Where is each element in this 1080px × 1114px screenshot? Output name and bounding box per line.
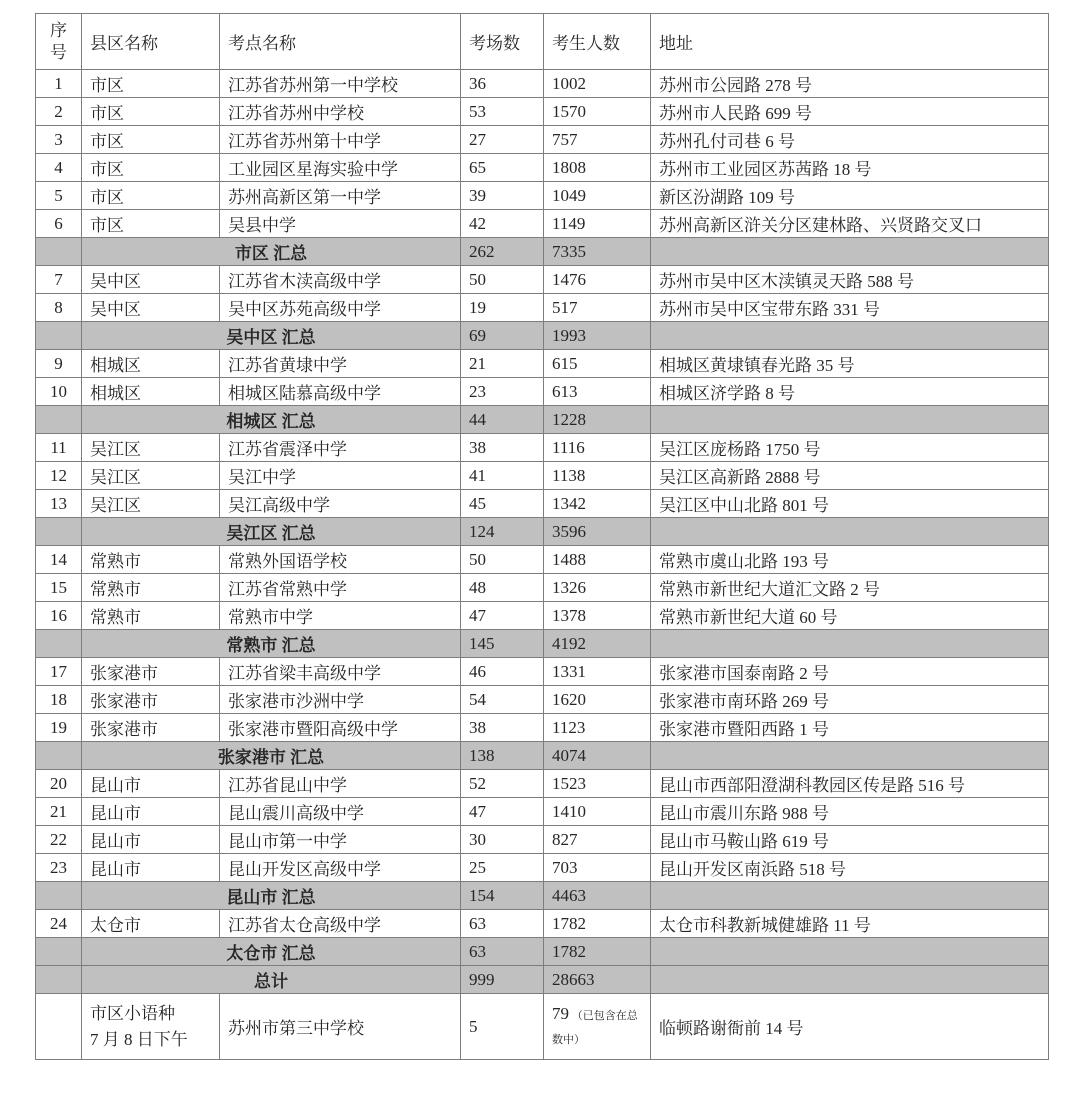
summary-label: 昆山市 汇总 — [82, 882, 461, 910]
cell-district: 吴江区 — [82, 462, 220, 490]
cell-no: 2 — [36, 98, 82, 126]
cell-address: 张家港市南环路 269 号 — [651, 686, 1049, 714]
summary-row — [36, 630, 1049, 658]
cell-district: 吴中区 — [82, 294, 220, 322]
cell-district: 常熟市 — [82, 574, 220, 602]
exam-sites-table-wrap — [35, 13, 1049, 1060]
cell-address — [651, 238, 1049, 266]
cell-address: 昆山开发区南浜路 518 号 — [651, 854, 1049, 882]
cell-address: 苏州市工业园区苏茜路 18 号 — [651, 154, 1049, 182]
cell-candidates: 1476 — [544, 266, 651, 294]
cell-no: 19 — [36, 714, 82, 742]
cell-address: 吴江区高新路 2888 号 — [651, 462, 1049, 490]
cell-candidates: 1620 — [544, 686, 651, 714]
header-candidates: 考生人数 — [544, 14, 651, 70]
cell-rooms: 52 — [461, 770, 544, 798]
summary-label: 常熟市 汇总 — [82, 630, 461, 658]
cell-no: 15 — [36, 574, 82, 602]
cell-site: 吴县中学 — [220, 210, 461, 238]
district-line: 7 月 8 日下午 — [90, 1029, 188, 1049]
header-no-line1: 序 — [50, 20, 67, 40]
cell-no: 8 — [36, 294, 82, 322]
cell-rooms: 145 — [461, 630, 544, 658]
table-row — [36, 182, 1049, 210]
cell-rooms: 63 — [461, 938, 544, 966]
header-site: 考点名称 — [220, 14, 461, 70]
cell-address: 吴江区庞杨路 1750 号 — [651, 434, 1049, 462]
cell-rooms: 262 — [461, 238, 544, 266]
cell-site: 昆山市第一中学 — [220, 826, 461, 854]
cell-no: 23 — [36, 854, 82, 882]
cell-rooms: 63 — [461, 910, 544, 938]
cell-rooms: 50 — [461, 546, 544, 574]
cell-district: 吴江区 — [82, 490, 220, 518]
cell-address — [651, 938, 1049, 966]
cell-address — [651, 882, 1049, 910]
cell-site: 江苏省苏州第十中学 — [220, 126, 461, 154]
cell-address: 苏州市人民路 699 号 — [651, 98, 1049, 126]
header-rooms: 考场数 — [461, 14, 544, 70]
cell-no: 1 — [36, 70, 82, 98]
cell-rooms: 36 — [461, 70, 544, 98]
total-label: 总计 — [82, 966, 461, 994]
cell-rooms: 23 — [461, 378, 544, 406]
cell-no — [36, 518, 82, 546]
candidates-main: 79 — [552, 1003, 569, 1023]
summary-row — [36, 938, 1049, 966]
table-row — [36, 910, 1049, 938]
table-row — [36, 154, 1049, 182]
cell-rooms: 25 — [461, 854, 544, 882]
cell-no: 3 — [36, 126, 82, 154]
cell-no: 24 — [36, 910, 82, 938]
cell-site: 张家港市暨阳高级中学 — [220, 714, 461, 742]
cell-address — [651, 322, 1049, 350]
table-row — [36, 826, 1049, 854]
cell-candidates: 1488 — [544, 546, 651, 574]
cell-district: 常熟市 — [82, 602, 220, 630]
cell-no: 5 — [36, 182, 82, 210]
table-row — [36, 210, 1049, 238]
cell-candidates: 7335 — [544, 238, 651, 266]
cell-candidates: 613 — [544, 378, 651, 406]
table-row — [36, 714, 1049, 742]
table-row — [36, 294, 1049, 322]
cell-address: 常熟市虞山北路 193 号 — [651, 546, 1049, 574]
cell-district: 相城区 — [82, 350, 220, 378]
cell-address: 苏州市公园路 278 号 — [651, 70, 1049, 98]
cell-rooms: 50 — [461, 266, 544, 294]
table-row — [36, 378, 1049, 406]
table-body — [36, 70, 1049, 1060]
cell-district: 市区 — [82, 182, 220, 210]
summary-row — [36, 742, 1049, 770]
cell-no — [36, 882, 82, 910]
cell-district: 昆山市 — [82, 770, 220, 798]
cell-candidates: 1149 — [544, 210, 651, 238]
cell-rooms: 44 — [461, 406, 544, 434]
cell-no — [36, 994, 82, 1060]
cell-no: 18 — [36, 686, 82, 714]
cell-site: 江苏省太仓高级中学 — [220, 910, 461, 938]
table-row — [36, 126, 1049, 154]
table-row — [36, 798, 1049, 826]
cell-site: 相城区陆慕高级中学 — [220, 378, 461, 406]
summary-label: 相城区 汇总 — [82, 406, 461, 434]
cell-no — [36, 966, 82, 994]
cell-address: 张家港市国泰南路 2 号 — [651, 658, 1049, 686]
cell-rooms: 42 — [461, 210, 544, 238]
cell-site: 江苏省梁丰高级中学 — [220, 658, 461, 686]
cell-candidates: 28663 — [544, 966, 651, 994]
summary-row — [36, 882, 1049, 910]
cell-site: 张家港市沙洲中学 — [220, 686, 461, 714]
cell-site: 吴江中学 — [220, 462, 461, 490]
cell-rooms: 154 — [461, 882, 544, 910]
table-row — [36, 658, 1049, 686]
cell-address: 昆山市马鞍山路 619 号 — [651, 826, 1049, 854]
cell-district: 昆山市 — [82, 798, 220, 826]
cell-site: 常熟市中学 — [220, 602, 461, 630]
cell-rooms: 65 — [461, 154, 544, 182]
summary-label: 吴中区 汇总 — [82, 322, 461, 350]
cell-rooms: 46 — [461, 658, 544, 686]
table-row — [36, 770, 1049, 798]
cell-site: 昆山开发区高级中学 — [220, 854, 461, 882]
cell-district: 张家港市 — [82, 714, 220, 742]
cell-candidates: 703 — [544, 854, 651, 882]
header-no — [36, 14, 82, 70]
cell-site: 吴江高级中学 — [220, 490, 461, 518]
cell-rooms: 39 — [461, 182, 544, 210]
cell-site: 苏州市第三中学校 — [220, 994, 461, 1060]
cell-candidates: 1782 — [544, 910, 651, 938]
cell-rooms: 53 — [461, 98, 544, 126]
cell-no: 16 — [36, 602, 82, 630]
table-row — [36, 854, 1049, 882]
cell-address — [651, 966, 1049, 994]
cell-rooms: 41 — [461, 462, 544, 490]
cell-candidates: 1326 — [544, 574, 651, 602]
cell-district: 张家港市 — [82, 658, 220, 686]
cell-district: 市区 — [82, 154, 220, 182]
cell-district: 相城区 — [82, 378, 220, 406]
cell-candidates: 4074 — [544, 742, 651, 770]
cell-address: 吴江区中山北路 801 号 — [651, 490, 1049, 518]
cell-candidates: 1410 — [544, 798, 651, 826]
table-row — [36, 350, 1049, 378]
cell-no: 9 — [36, 350, 82, 378]
cell-district: 昆山市 — [82, 854, 220, 882]
cell-address: 太仓市科教新城健雄路 11 号 — [651, 910, 1049, 938]
summary-row — [36, 406, 1049, 434]
cell-site: 江苏省昆山中学 — [220, 770, 461, 798]
cell-rooms: 5 — [461, 994, 544, 1060]
cell-candidates: 1123 — [544, 714, 651, 742]
cell-candidates: 1570 — [544, 98, 651, 126]
cell-candidates: 757 — [544, 126, 651, 154]
cell-site: 苏州高新区第一中学 — [220, 182, 461, 210]
table-row — [36, 462, 1049, 490]
cell-site: 江苏省苏州中学校 — [220, 98, 461, 126]
cell-candidates: 4463 — [544, 882, 651, 910]
cell-district: 张家港市 — [82, 686, 220, 714]
cell-address — [651, 742, 1049, 770]
cell-no — [36, 630, 82, 658]
table-row — [36, 266, 1049, 294]
cell-candidates: 1782 — [544, 938, 651, 966]
cell-district: 吴中区 — [82, 266, 220, 294]
header-row — [36, 14, 1049, 70]
cell-no: 11 — [36, 434, 82, 462]
summary-label: 市区 汇总 — [82, 238, 461, 266]
header-address: 地址 — [651, 14, 1049, 70]
cell-candidates: 1049 — [544, 182, 651, 210]
candidates-note: （已包含在总数中） — [552, 1009, 638, 1046]
cell-rooms: 38 — [461, 714, 544, 742]
summary-label: 太仓市 汇总 — [82, 938, 461, 966]
total-row — [36, 966, 1049, 994]
cell-no — [36, 238, 82, 266]
cell-district: 市区 — [82, 210, 220, 238]
cell-candidates: 1331 — [544, 658, 651, 686]
cell-candidates: 1138 — [544, 462, 651, 490]
cell-site: 常熟外国语学校 — [220, 546, 461, 574]
cell-no: 21 — [36, 798, 82, 826]
cell-rooms: 45 — [461, 490, 544, 518]
cell-district: 昆山市 — [82, 826, 220, 854]
cell-address: 临顿路谢衙前 14 号 — [651, 994, 1049, 1060]
cell-candidates: 615 — [544, 350, 651, 378]
exam-sites-table — [35, 13, 1049, 1060]
cell-address: 苏州高新区浒关分区建林路、兴贤路交叉口 — [651, 210, 1049, 238]
district-line: 市区小语种 — [90, 1003, 175, 1023]
cell-district: 太仓市 — [82, 910, 220, 938]
cell-candidates — [544, 994, 651, 1060]
cell-district: 市区 — [82, 70, 220, 98]
cell-no: 12 — [36, 462, 82, 490]
cell-district: 市区 — [82, 126, 220, 154]
cell-site: 江苏省常熟中学 — [220, 574, 461, 602]
header-no-line2: 号 — [50, 42, 67, 62]
cell-no: 10 — [36, 378, 82, 406]
cell-rooms: 38 — [461, 434, 544, 462]
cell-candidates: 1342 — [544, 490, 651, 518]
cell-address: 张家港市暨阳西路 1 号 — [651, 714, 1049, 742]
cell-address: 常熟市新世纪大道 60 号 — [651, 602, 1049, 630]
special-row — [36, 994, 1049, 1060]
table-row — [36, 490, 1049, 518]
cell-no: 7 — [36, 266, 82, 294]
cell-address — [651, 406, 1049, 434]
cell-no: 17 — [36, 658, 82, 686]
cell-rooms: 54 — [461, 686, 544, 714]
cell-no: 22 — [36, 826, 82, 854]
cell-address: 昆山市震川东路 988 号 — [651, 798, 1049, 826]
table-row — [36, 602, 1049, 630]
cell-site: 江苏省木渎高级中学 — [220, 266, 461, 294]
cell-district: 市区 — [82, 98, 220, 126]
table-row — [36, 434, 1049, 462]
table-row — [36, 574, 1049, 602]
cell-candidates: 827 — [544, 826, 651, 854]
cell-rooms: 69 — [461, 322, 544, 350]
header-district: 县区名称 — [82, 14, 220, 70]
cell-rooms: 48 — [461, 574, 544, 602]
cell-rooms: 27 — [461, 126, 544, 154]
cell-candidates: 1993 — [544, 322, 651, 350]
cell-address: 苏州孔付司巷 6 号 — [651, 126, 1049, 154]
cell-candidates: 3596 — [544, 518, 651, 546]
table-row — [36, 98, 1049, 126]
cell-candidates: 1378 — [544, 602, 651, 630]
cell-no — [36, 938, 82, 966]
cell-site: 江苏省震泽中学 — [220, 434, 461, 462]
cell-no — [36, 742, 82, 770]
cell-address: 常熟市新世纪大道汇文路 2 号 — [651, 574, 1049, 602]
cell-rooms: 47 — [461, 602, 544, 630]
table-row — [36, 70, 1049, 98]
summary-label: 张家港市 汇总 — [82, 742, 461, 770]
table-row — [36, 546, 1049, 574]
cell-district: 吴江区 — [82, 434, 220, 462]
cell-candidates: 1523 — [544, 770, 651, 798]
cell-no: 13 — [36, 490, 82, 518]
cell-no — [36, 322, 82, 350]
cell-address — [651, 518, 1049, 546]
cell-candidates: 1002 — [544, 70, 651, 98]
cell-site: 昆山震川高级中学 — [220, 798, 461, 826]
cell-address: 新区汾湖路 109 号 — [651, 182, 1049, 210]
cell-address — [651, 630, 1049, 658]
cell-no: 6 — [36, 210, 82, 238]
cell-no — [36, 406, 82, 434]
summary-row — [36, 322, 1049, 350]
summary-row — [36, 518, 1049, 546]
cell-site: 江苏省苏州第一中学校 — [220, 70, 461, 98]
cell-address: 苏州市吴中区木渎镇灵天路 588 号 — [651, 266, 1049, 294]
cell-no: 20 — [36, 770, 82, 798]
cell-site: 吴中区苏苑高级中学 — [220, 294, 461, 322]
cell-rooms: 21 — [461, 350, 544, 378]
cell-address: 昆山市西部阳澄湖科教园区传是路 516 号 — [651, 770, 1049, 798]
summary-label: 吴江区 汇总 — [82, 518, 461, 546]
cell-address: 相城区黄埭镇春光路 35 号 — [651, 350, 1049, 378]
cell-rooms: 47 — [461, 798, 544, 826]
summary-row — [36, 238, 1049, 266]
table-row — [36, 686, 1049, 714]
cell-candidates: 4192 — [544, 630, 651, 658]
cell-candidates: 1228 — [544, 406, 651, 434]
cell-rooms: 19 — [461, 294, 544, 322]
cell-no: 14 — [36, 546, 82, 574]
cell-candidates: 1808 — [544, 154, 651, 182]
cell-district: 常熟市 — [82, 546, 220, 574]
cell-candidates: 517 — [544, 294, 651, 322]
cell-address: 相城区济学路 8 号 — [651, 378, 1049, 406]
cell-address: 苏州市吴中区宝带东路 331 号 — [651, 294, 1049, 322]
cell-site: 江苏省黄埭中学 — [220, 350, 461, 378]
cell-rooms: 999 — [461, 966, 544, 994]
cell-rooms: 138 — [461, 742, 544, 770]
cell-district — [82, 994, 220, 1060]
cell-rooms: 124 — [461, 518, 544, 546]
cell-rooms: 30 — [461, 826, 544, 854]
cell-candidates: 1116 — [544, 434, 651, 462]
cell-no: 4 — [36, 154, 82, 182]
cell-site: 工业园区星海实验中学 — [220, 154, 461, 182]
